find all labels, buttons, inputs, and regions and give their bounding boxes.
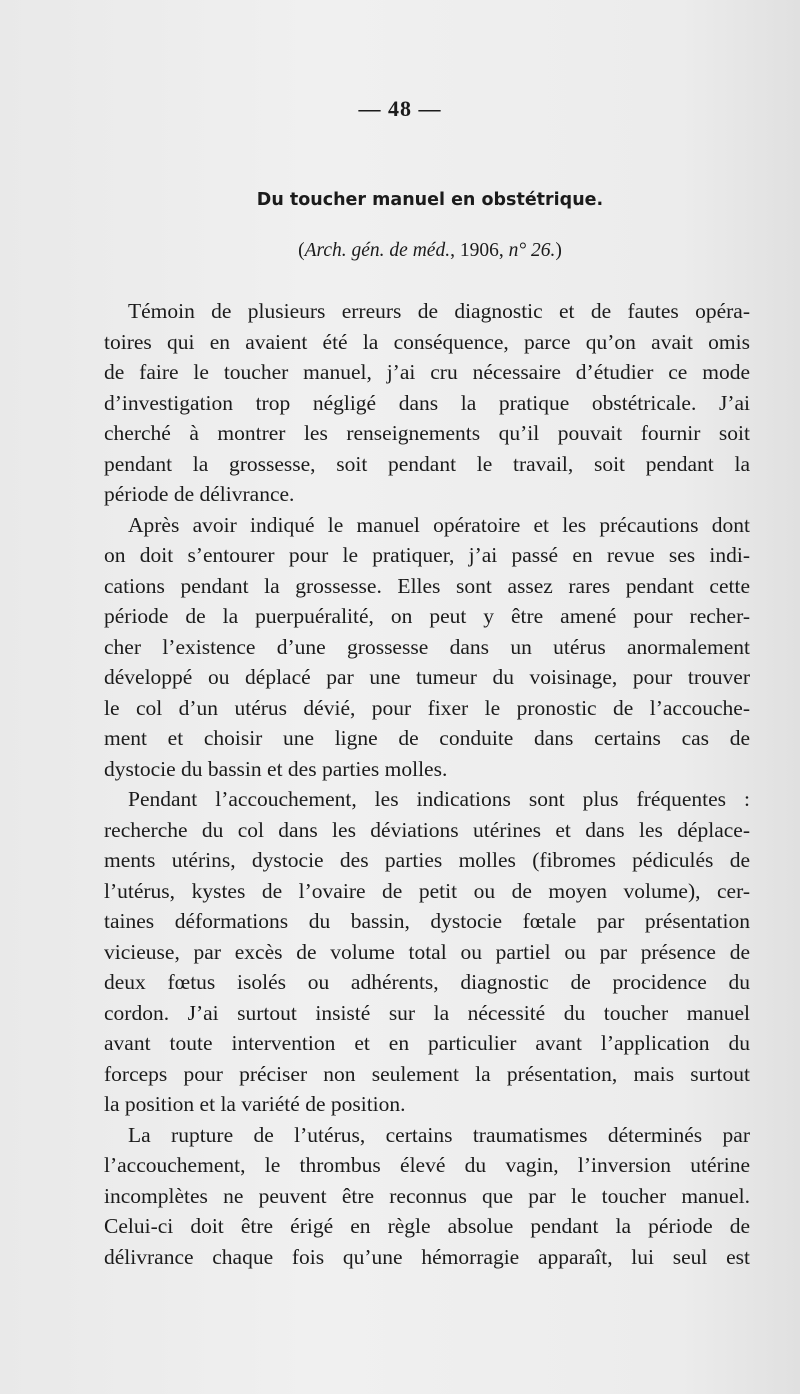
text-line: La rupture de l’utérus, certains traumatismes déterminés par [128,1122,750,1147]
text-line: Pendant l’accouchement, les indications sont plus fréquentes : [128,787,750,811]
text-line: l’utérus, kystes de l’ovaire de petit ou de moyen volume), cer- [104,878,750,903]
text-line: période de délivrance. [104,482,295,506]
source-open: ( [298,240,305,261]
source-journal: Arch. gén. de méd. [304,240,451,261]
page-number: — 48 — [358,96,442,121]
text-line: cher l’existence d’une grossesse dans un utérus anormalement [104,634,750,659]
text-line: ment et choisir une ligne de conduite dans certains cas de [104,726,750,750]
text-line: cordon. J’ai surtout insisté sur la nécessité du toucher manuel [104,1000,750,1025]
paragraph [104,784,750,1120]
source-issue: n° 26. [508,240,556,261]
source-close: ) [555,240,562,261]
text-line: on doit s’entourer pour le pratiquer, j’ai passé en revue ses indi- [104,543,750,567]
text-line: période de la puerpuéralité, on peut y être amené pour recher- [104,604,750,628]
paragraph [104,1120,750,1273]
text-line: l’accouchement, le thrombus élevé du vagin, l’inversion utérine [104,1153,750,1177]
text-line: délivrance chaque fois qu’une hémorragie apparaît, lui seul est [104,1244,750,1269]
text-line: Celui-ci doit être érigé en règle absolue pendant la période de [104,1214,750,1238]
text-line: dystocie du bassin et des parties molles. [104,756,448,781]
paragraph [104,510,750,785]
article-title: Du toucher manuel en obstétrique. [256,190,604,210]
text-line: taines déformations du bassin, dystocie fœtale par présentation [104,909,750,933]
source-year: , 1906, [450,240,509,261]
paragraph [104,296,750,510]
text-line: développé ou déplacé par une tumeur du voisinage, pour trouver [104,665,750,689]
text-line: deux fœtus isolés ou adhérents, diagnostic de procidence du [104,970,750,994]
text-line: pendant la grossesse, soit pendant le travail, soit pendant la [104,451,750,476]
text-line: incomplètes ne peuvent être reconnus que par le toucher manuel. [104,1183,750,1208]
text-line: Après avoir indiqué le manuel opératoire et les précautions dont [128,512,750,537]
text-line: forceps pour préciser non seulement la présentation, mais surtout [104,1061,750,1086]
text-line: le col d’un utérus dévié, pour fixer le pronostic de l’accouche- [104,695,750,720]
text-line: cherché à montrer les renseignements qu’il pouvait fournir soit [104,421,750,445]
text-line: d’investigation trop négligé dans la pratique obstétricale. J’ai [104,390,750,415]
article-source [60,240,800,262]
text-line: cations pendant la grossesse. Elles sont assez rares pendant cette [104,573,750,598]
text-line: toires qui en avaient été la conséquence, parce qu’on avait omis [104,329,750,354]
text-line: de faire le toucher manuel, j’ai cru nécessaire d’étudier ce mode [104,360,750,384]
text-line: recherche du col dans les déviations utérines et dans les déplace- [104,817,750,842]
text-line: ments utérins, dystocie des parties molles (fibromes pédiculés de [104,848,750,872]
text-line: vicieuse, par excès de volume total ou partiel ou par présence de [104,939,750,964]
text-line: Témoin de plusieurs erreurs de diagnostic et de fautes opéra- [128,299,750,323]
article-body [104,296,750,1272]
text-line: avant toute intervention et en particulier avant l’application du [104,1031,750,1055]
text-line: la position et la variété de position. [104,1092,406,1116]
